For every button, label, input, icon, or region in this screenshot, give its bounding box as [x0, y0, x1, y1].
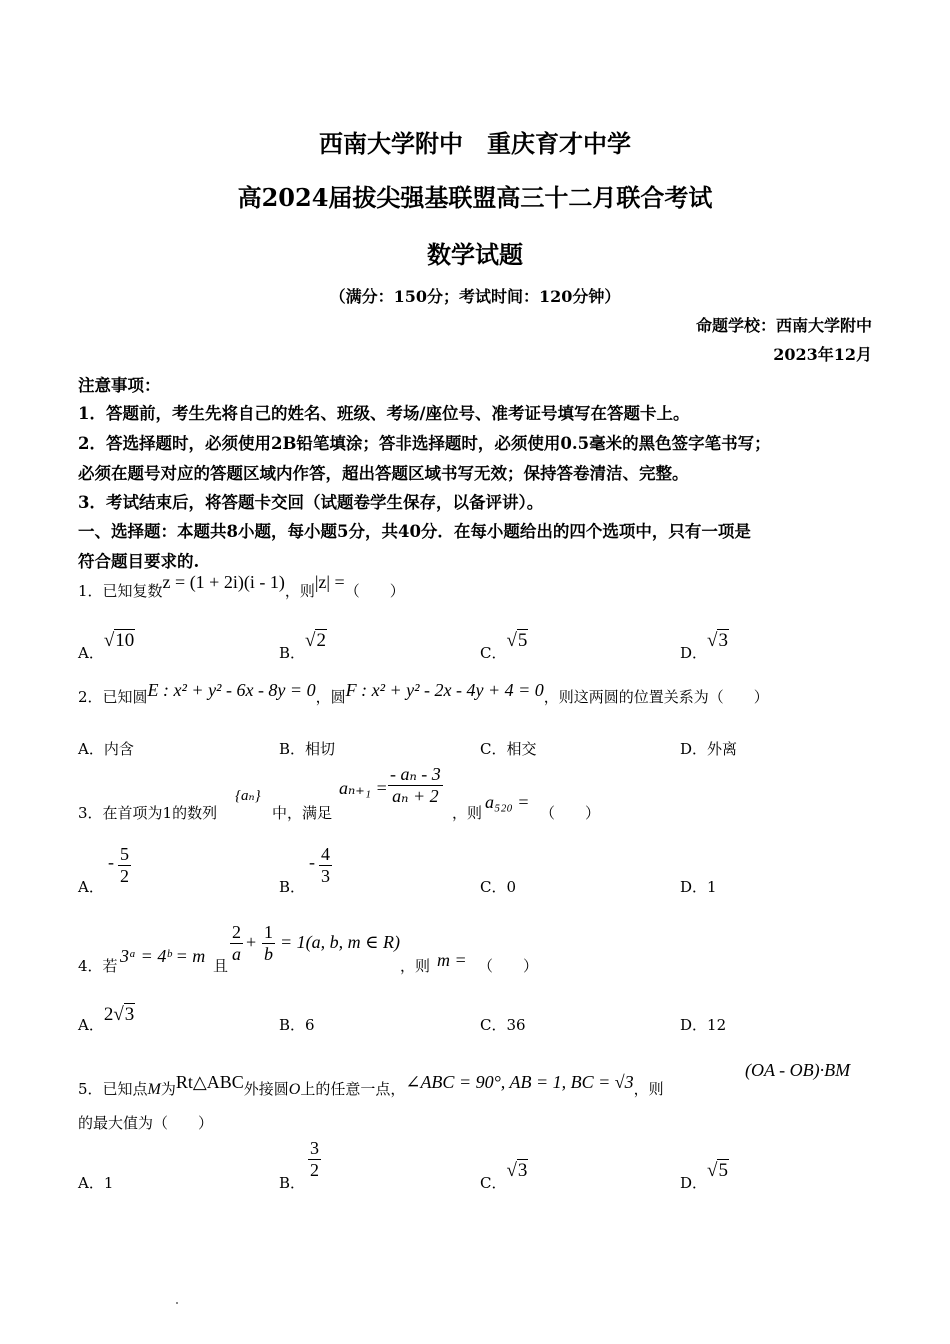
- q5-option-a[interactable]: [78, 1172, 113, 1193]
- exam-title: 高2024届拔尖强基联盟高三十二月联合考试: [237, 183, 713, 212]
- q3-option-a-sign: -: [108, 852, 114, 872]
- q3-text-pre: 3．在首项为1的数列: [78, 804, 218, 822]
- section-heading-line1: 一、选择题：本题共8小题，每小题5分，共40分．在每小题给出的四个选项中，只有一项是: [78, 522, 751, 541]
- q5-option-c-label: C．: [480, 1174, 507, 1192]
- notice-item-1: 1．答题前，考生先将自己的姓名、班级、考场/座位号、准考证号填写在答题卡上。: [78, 404, 690, 423]
- q3-option-c-value: 0: [506, 878, 517, 896]
- question-2: [78, 680, 769, 707]
- exam-info: （满分：150分；考试时间：120分钟）: [329, 287, 621, 306]
- q1-text-post: （ ）: [344, 582, 405, 600]
- q4-option-c-value: 36: [506, 1016, 526, 1034]
- section-heading-line2: 符合题目要求的.: [78, 552, 200, 571]
- notice-item-2a: 2．答选择题时，必须使用2B铅笔填涂；答非选择题时，必须使用0.5毫米的黑色签字笔书写；: [78, 434, 771, 453]
- q5-option-c-value: 3: [517, 1160, 528, 1181]
- q4-f2-den: b: [264, 943, 273, 964]
- q2-circle-f: F : x² + y² - 2x - 4y + 4 = 0: [345, 680, 544, 700]
- q2-text-mid: ，圆: [315, 688, 346, 706]
- q3-fraction-numerator: - aₙ - 3: [390, 764, 441, 784]
- q1-option-c[interactable]: C．√5: [480, 630, 528, 662]
- q4-option-a[interactable]: A．2√3: [78, 1004, 135, 1034]
- q2-text-post: ，则这两圆的位置关系为（ ）: [543, 688, 769, 706]
- q5-triangle: Rt△ABC: [175, 1072, 244, 1092]
- q1-option-a[interactable]: A．√10: [78, 630, 135, 662]
- subject-title: 数学试题: [427, 240, 523, 269]
- q4-target: m =: [437, 950, 467, 970]
- q4-text-and: 且: [213, 957, 229, 975]
- q3-option-d-value: 1: [707, 878, 717, 896]
- q1-option-d[interactable]: D．√3: [680, 630, 728, 662]
- q4-condition: = 1(a, b, m ∈ R): [280, 932, 400, 952]
- q4-text-mid2: ，则: [400, 957, 431, 975]
- q5-option-b-fraction: [308, 1138, 321, 1180]
- q5-option-a-label: A．: [78, 1174, 104, 1192]
- notice-item-3: 3．考试结束后，将答题卡交回（试题卷学生保存，以备评讲）。: [78, 493, 544, 512]
- q3-target: a₅₂₀ =: [485, 792, 530, 812]
- q3-recurrence-fraction: [388, 764, 443, 806]
- q2-option-a[interactable]: A．内含: [78, 740, 134, 758]
- q2-circle-e: E : x² + y² - 6x - 8y = 0: [147, 680, 316, 700]
- q3-option-b-den: 3: [321, 865, 330, 886]
- q5-text-then: ，则: [633, 1080, 664, 1098]
- q1-text-pre: 1．已知复数: [78, 582, 163, 600]
- q3-text-mid2: ，则: [452, 804, 483, 822]
- question-5: [78, 1072, 664, 1099]
- q3-option-b-sign: -: [309, 852, 315, 872]
- q5-point-o: O: [288, 1081, 301, 1098]
- q1-option-b[interactable]: B．√2: [279, 630, 326, 662]
- q3-text-post: （ ）: [540, 804, 601, 822]
- q5-text-line2: 的最大值为（ ）: [78, 1114, 214, 1132]
- q4-option-a-label: A．: [78, 1016, 104, 1034]
- q4-f1-num: 2: [232, 922, 241, 942]
- q4-text-post: （ ）: [478, 957, 539, 975]
- q4-option-d-label: D．: [680, 1016, 708, 1034]
- q4-option-b[interactable]: [279, 1014, 315, 1035]
- q1-modulus: |z| =: [314, 572, 345, 592]
- q4-option-c[interactable]: [480, 1014, 526, 1035]
- q3-option-b-label[interactable]: B．: [279, 878, 306, 896]
- q1-text-mid: ，则: [284, 582, 315, 600]
- q1-option-b-value: 2: [316, 630, 326, 651]
- q5-option-a-value: 1: [103, 1174, 114, 1192]
- q4-option-a-rad: 3: [124, 1004, 135, 1025]
- q4-option-d[interactable]: [680, 1014, 726, 1035]
- q5-text-pre: 5．已知点: [78, 1080, 148, 1098]
- q5-text-mid: 外接圆: [243, 1080, 289, 1098]
- q1-option-a-label: A．: [78, 644, 104, 662]
- q3-text-mid: 中，满足: [272, 804, 333, 822]
- q5-option-d[interactable]: D．√5: [680, 1160, 728, 1192]
- q4-plus: +: [246, 932, 257, 952]
- school-names: 西南大学附中 重庆育才中学: [319, 129, 631, 158]
- q5-option-d-value: 5: [718, 1160, 728, 1181]
- q4-option-b-label: B．: [279, 1016, 306, 1034]
- q3-option-a-num: 5: [120, 844, 129, 864]
- q5-option-c[interactable]: C．√3: [480, 1160, 528, 1192]
- q3-option-b-fraction: [319, 844, 332, 886]
- q3-fraction-denominator: aₙ + 2: [392, 785, 439, 806]
- q3-option-a-label[interactable]: A．: [78, 878, 104, 896]
- q4-f2-num: 1: [264, 922, 273, 942]
- q5-option-b-num: 3: [310, 1138, 319, 1158]
- q4-option-a-coef: 2: [103, 1004, 114, 1025]
- q5-text-wei: 为: [160, 1080, 176, 1098]
- q1-option-d-label: D．: [680, 644, 708, 662]
- q5-option-b-label[interactable]: B．: [279, 1174, 306, 1192]
- q5-text-mid2: 上的任意一点，: [300, 1080, 406, 1098]
- exam-date: 2023年12月: [773, 345, 872, 364]
- q2-option-c[interactable]: C．相交: [480, 740, 537, 758]
- q5-vector-expression: (OA - OB)·BM: [745, 1060, 851, 1080]
- q3-option-c[interactable]: [480, 876, 516, 897]
- q1-expression: z = (1 + 2i)(i - 1): [162, 572, 285, 592]
- q1-option-c-value: 5: [517, 630, 528, 651]
- q4-text-pre: 4．若: [78, 957, 118, 975]
- q3-sequence: {aₙ}: [235, 788, 261, 804]
- q5-point-m: M: [147, 1081, 161, 1098]
- q4-option-b-value: 6: [305, 1016, 315, 1034]
- q4-fraction-2: [262, 922, 275, 964]
- notice-item-2b: 必须在题号对应的答题区域内作答，超出答题区域书写无效；保持答卷清洁、完整。: [78, 464, 689, 483]
- q2-option-d[interactable]: D．外离: [680, 740, 738, 758]
- q3-option-d[interactable]: [680, 876, 717, 897]
- q4-fraction-1: [230, 922, 243, 964]
- q1-option-c-label: C．: [480, 644, 507, 662]
- q3-option-b-num: 4: [321, 844, 330, 864]
- setting-school: 命题学校：西南大学附中: [695, 316, 872, 335]
- q3-option-a-fraction: [118, 844, 131, 886]
- q5-option-b-den: 2: [310, 1159, 319, 1180]
- notice-heading: 注意事项：: [78, 376, 161, 395]
- q3-recurrence-lhs: aₙ₊₁ =: [339, 778, 388, 798]
- q4-option-d-value: 12: [707, 1016, 727, 1034]
- stray-dot: [176, 1302, 178, 1304]
- q4-option-c-label: C．: [480, 1016, 507, 1034]
- q4-equation: 3ᵃ = 4ᵇ = m: [120, 946, 206, 966]
- q1-option-a-value: 10: [115, 630, 135, 651]
- q3-option-c-label: C．: [480, 878, 507, 896]
- q2-text-pre: 2．已知圆: [78, 688, 148, 706]
- q2-option-b[interactable]: B．相切: [279, 740, 336, 758]
- q5-conditions: ∠ABC = 90°, AB = 1, BC = √3: [405, 1072, 634, 1092]
- q1-option-b-label: B．: [279, 644, 306, 662]
- question-1: [78, 572, 405, 601]
- q1-option-d-value: 3: [718, 630, 728, 651]
- q3-option-a-den: 2: [120, 865, 129, 886]
- q3-option-d-label: D．: [680, 878, 708, 896]
- q5-option-d-label: D．: [680, 1174, 708, 1192]
- q4-f1-den: a: [232, 943, 241, 964]
